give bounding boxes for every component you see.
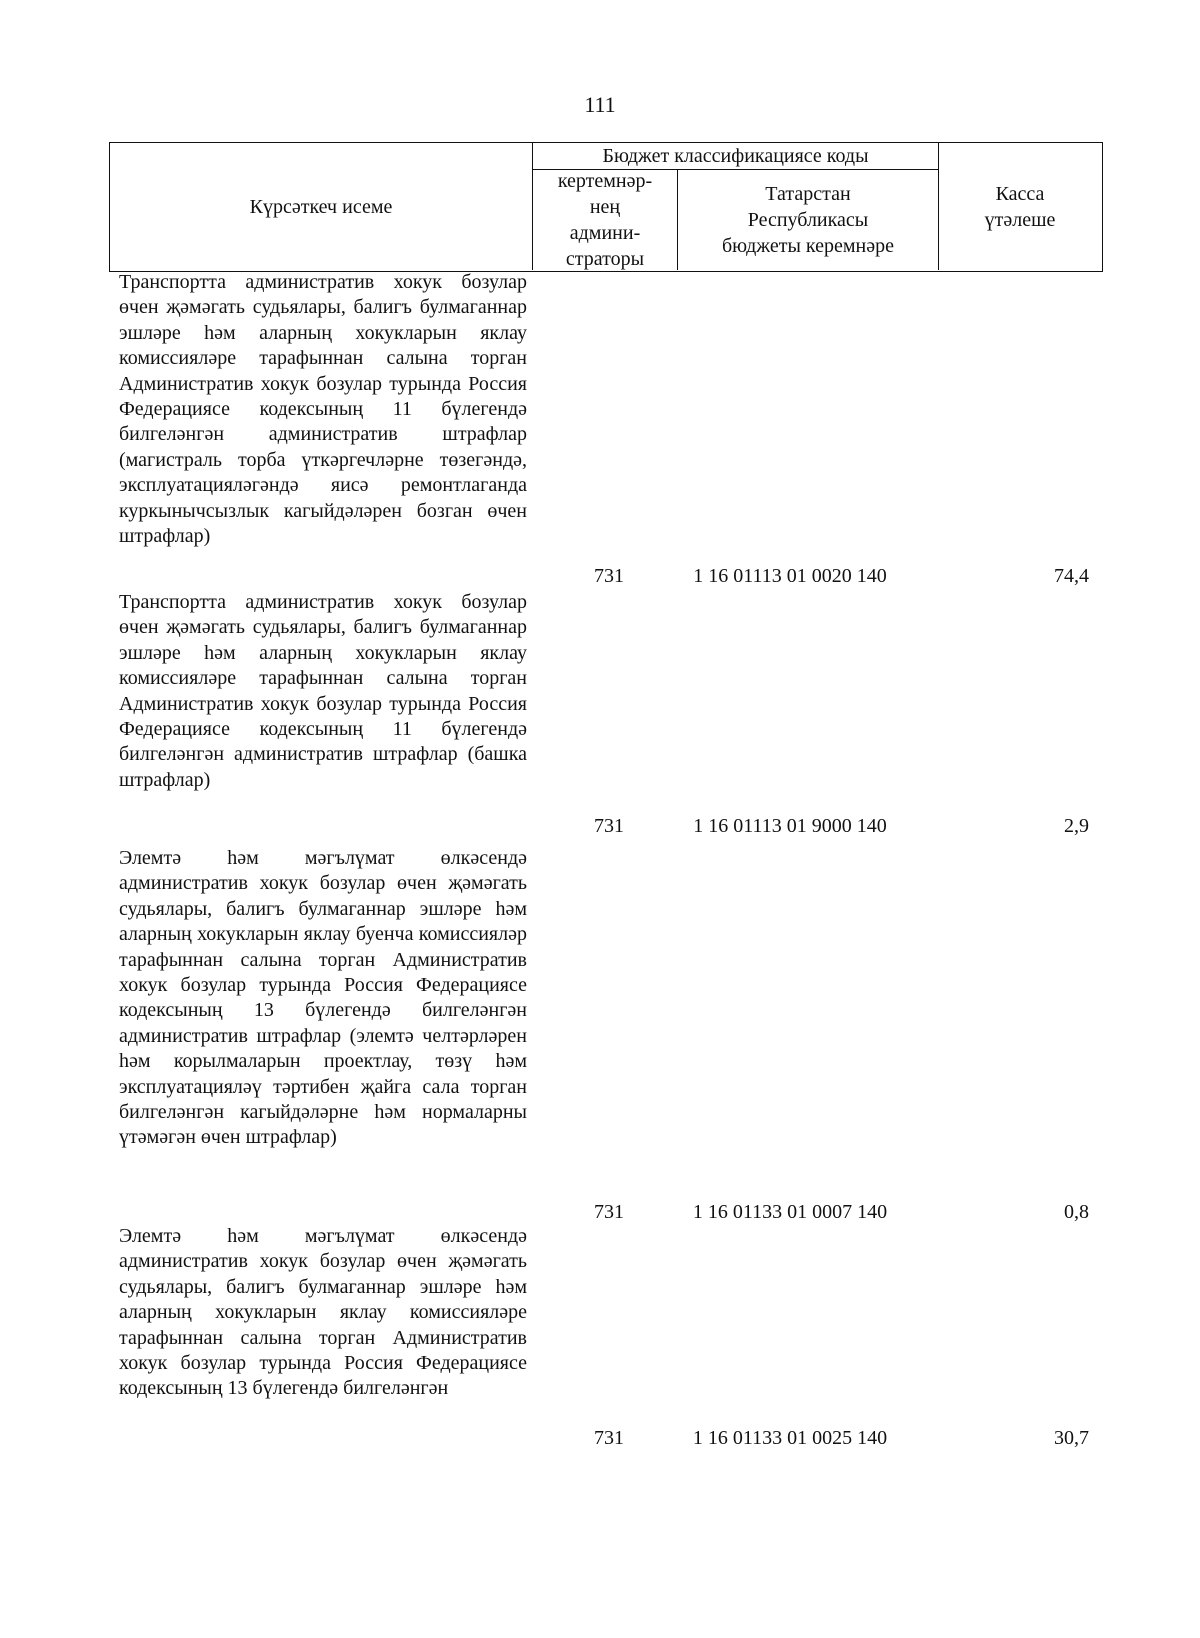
header-revenue-administrators — [533, 170, 678, 270]
row-amount: 30,7 — [1054, 1427, 1089, 1449]
page-number: 111 — [584, 92, 616, 117]
table-row — [119, 270, 1103, 590]
row-amount: 74,4 — [1054, 565, 1089, 587]
row-amount: 0,8 — [1064, 1201, 1089, 1223]
header-budget-classification-code-text: Бюджет классификациясе коды — [602, 145, 869, 167]
header-budget-classification-code — [533, 143, 939, 170]
row-amount: 2,9 — [1064, 815, 1089, 837]
row-income-code: 1 16 01113 01 0020 140 — [693, 565, 887, 587]
header-indicator-name — [110, 143, 533, 270]
header-tatarstan-budget-revenues — [678, 170, 939, 270]
row-description: Элемтә һәм мәгълүмат өлкәсендә административ хокук бозулар өчен җәмәгать судьялары, балигъ булмаганнар эшләре һәм аларның хокукларын яклау буенча комиссияләр тарафыннан салына торган Административ хокук бозулар турында Россия Федерациясе кодексының 13 бүлегендә билгеләнгән административ штрафлар (элемтә челтәрләрен һәм корылмаларын проектлау, төзү һәм эксплуатацияләү тәртибен җайга сала торган билгеләнгән кагыйдәләрне һәм нормаларны үтәмәгән өчен штрафлар) — [119, 847, 527, 1149]
row-admin-code: 731 — [594, 1427, 624, 1449]
row-admin-code: 731 — [594, 565, 624, 587]
table-row — [119, 590, 1103, 840]
header-cash-execution — [939, 143, 1101, 270]
row-income-code: 1 16 01133 01 0007 140 — [692, 1201, 888, 1223]
table-row — [119, 1224, 1103, 1454]
row-description: Элемтә һәм мәгълүмат өлкәсендә административ хокук бозулар өчен җәмәгать судьялары, балигъ булмаганнар эшләре һәм аларның хокукларын яклау комиссияләре тарафыннан салына торган Административ хокук бозулар турында Россия Федерациясе кодексының 13 бүлегендә билгеләнгән — [119, 1225, 527, 1400]
row-description: Транспортта административ хокук бозулар өчен җәмәгать судьялары, балигъ булмаганнар эшләре һәм аларның хокукларын яклау комиссияләре тарафыннан салына торган Административ хокук бозулар турында Россия Федерациясе кодексының 11 бүлегендә билгеләнгән административ штрафлар (магистраль торба үткәргечләрне төзегәндә, эксплуатацияләгәндә яисә ремонтлаганда куркынычсызлык кагыйдәләрен бозган өчен штрафлар) — [119, 271, 527, 548]
header-tatarstan-budget-revenues-text: Татарстан Республикасы бюджеты керемнәре — [722, 183, 894, 257]
row-admin-code: 731 — [594, 815, 624, 837]
row-income-code: 1 16 01113 01 9000 140 — [693, 815, 887, 837]
header-revenue-administrators-text: кертемнәр- нең админи- страторы — [557, 170, 653, 270]
row-income-code: 1 16 01133 01 0025 140 — [692, 1427, 888, 1449]
header-cash-execution-text: Касса үтәлеше — [984, 182, 1056, 231]
table-header — [109, 142, 1103, 272]
header-indicator-name-text: Күрсәткеч исеме — [249, 195, 393, 218]
table-row — [119, 846, 1103, 1224]
row-description: Транспортта административ хокук бозулар өчен җәмәгать судьялары, балигъ булмаганнар эшләре һәм аларның хокукларын яклау комиссияләре тарафыннан салына торган Административ хокук бозулар турында Россия Федерациясе кодексының 11 бүлегендә билгеләнгән административ штрафлар (башка штрафлар) — [119, 591, 527, 791]
row-admin-code: 731 — [594, 1201, 624, 1223]
